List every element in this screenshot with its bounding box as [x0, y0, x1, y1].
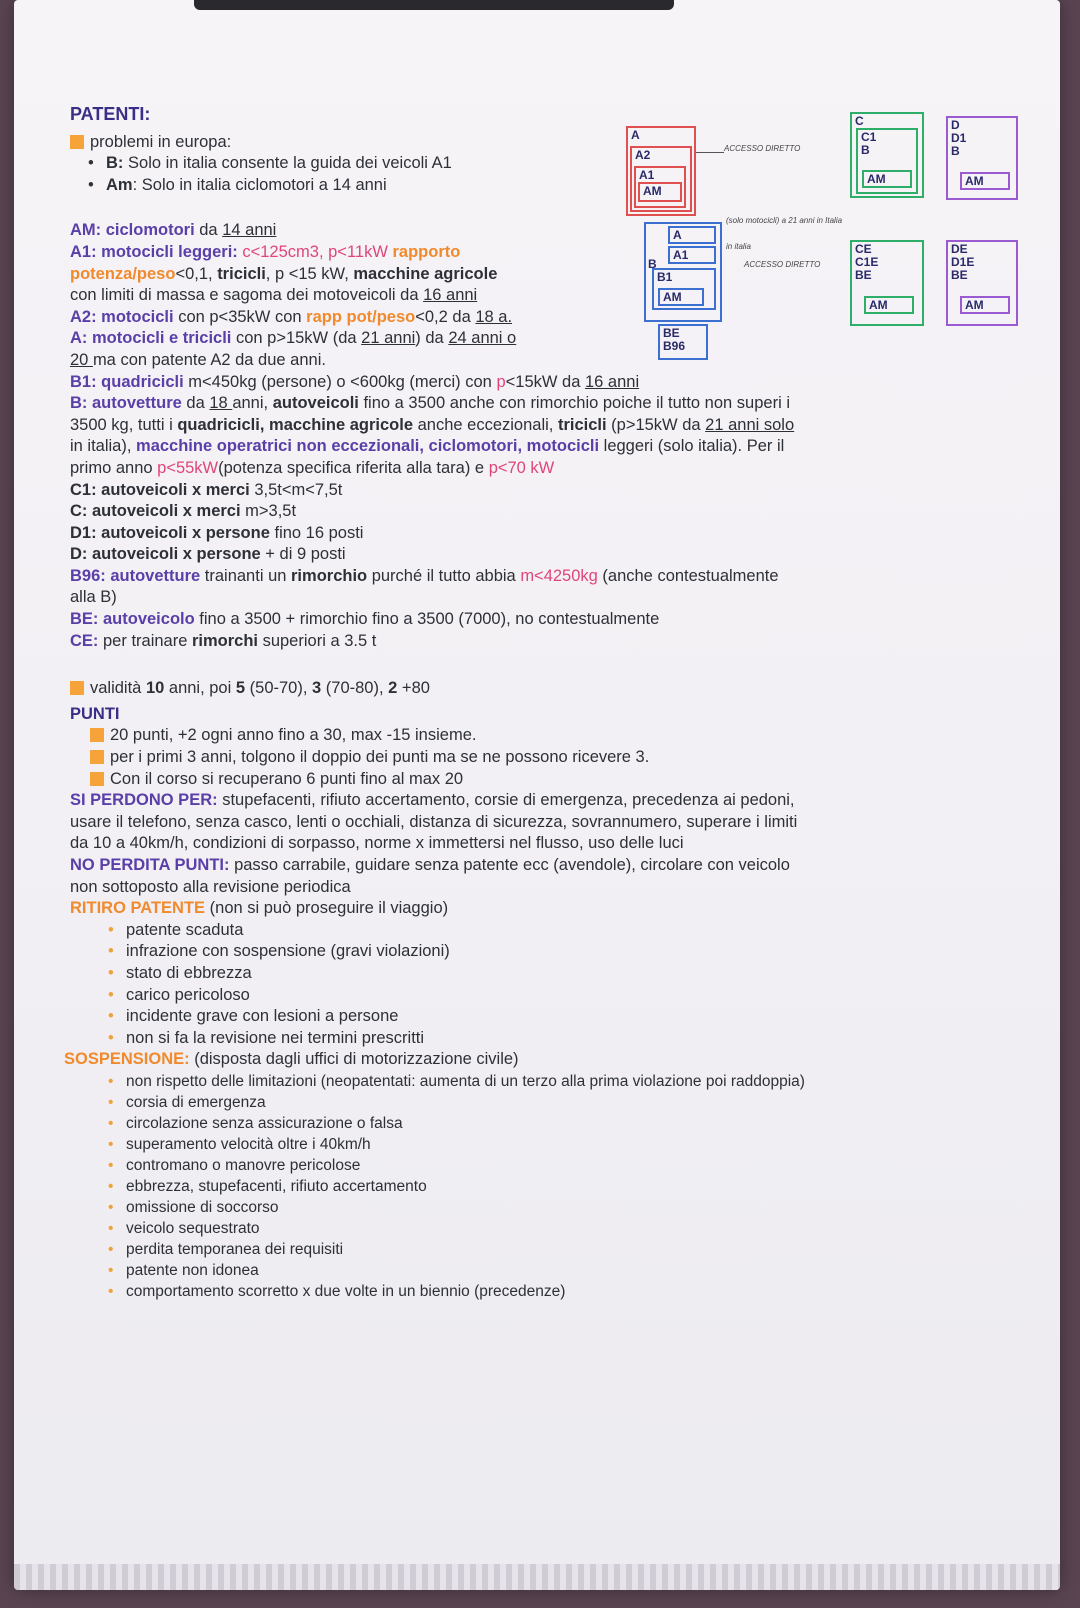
- t: 16 anni: [423, 286, 478, 305]
- box-d1-label: D1: [951, 131, 967, 145]
- box-d-b-label: B: [951, 144, 960, 158]
- t: da 10 a 40km/h, condizioni di sorpasso, norme x immettersi nel flusso, uso delle luci: [70, 834, 684, 853]
- list-item: • superamento velocità oltre i 40km/h: [126, 1134, 1010, 1155]
- t: SOSPENSIONE:: [64, 1050, 190, 1069]
- punti-item: [70, 769, 1010, 791]
- box-d1e-label: D1E: [951, 255, 975, 269]
- t: superiori a 3.5 t: [258, 631, 377, 650]
- t: p<55kW: [157, 458, 219, 477]
- t: ma con patente A2 da due anni.: [92, 350, 326, 369]
- box-a1-label: A1: [639, 168, 655, 182]
- t: A2: motocicli: [70, 307, 174, 326]
- t: 21 anni solo: [705, 415, 795, 434]
- t: C: autoveicoli x merci: [70, 502, 241, 521]
- t: per trainare: [98, 631, 192, 650]
- line-b-3: [70, 436, 1010, 458]
- top-clip: [194, 0, 674, 10]
- t: purché il tutto abbia: [367, 566, 521, 585]
- list-item: • comportamento scorretto x due volte in un biennio (precedenze): [126, 1281, 1010, 1302]
- box-c1e-label: C1E: [855, 255, 879, 269]
- t: D: autoveicoli x persone: [70, 545, 261, 564]
- line-a2: [70, 307, 1010, 329]
- notes-content: [64, 104, 1010, 1302]
- punti-title: PUNTI: [70, 704, 120, 723]
- t: p<70 kW: [488, 458, 555, 477]
- list-item: [106, 153, 1010, 175]
- line-ce: [70, 631, 1010, 653]
- list-item: • omissione di soccorso: [126, 1197, 1010, 1218]
- t: p<11kW: [323, 242, 388, 261]
- list-item: [106, 175, 1010, 197]
- t: fino a 3500 anche con rimorchio poiche il tutto non superi i: [358, 394, 790, 413]
- access-label-1: ACCESSO DIRETTO: [724, 144, 801, 153]
- t: in italia),: [70, 437, 137, 456]
- noperdita-line-2: [70, 877, 1010, 899]
- line-a: [70, 328, 1010, 350]
- t: macchine operatrici non eccezionali, ciclomotori, motocicli: [136, 437, 600, 456]
- t: (anche contestualmente: [597, 566, 779, 585]
- line-b96-b: [70, 587, 1010, 609]
- noperdita-line: [70, 855, 1010, 877]
- box-a-small-label: A: [673, 228, 682, 242]
- orange-square-icon: [70, 135, 84, 149]
- box-am-de-label: AM: [965, 298, 984, 312]
- t: fino 16 posti: [269, 523, 364, 542]
- t: 20 punti, +2 ogni anno fino a 30, max -15 insieme.: [110, 726, 477, 745]
- line-b: [70, 393, 1010, 415]
- t: 18 a.: [475, 307, 513, 326]
- orange-square-icon: [90, 750, 104, 764]
- t: + di 9 posti: [260, 545, 346, 564]
- list-item: • non si fa la revisione nei termini prescritti: [126, 1028, 1010, 1050]
- t: leggeri (solo italia). Per il: [599, 437, 785, 456]
- line-c1: [70, 480, 1010, 502]
- t: 3: [312, 679, 322, 698]
- t: primo anno: [70, 458, 158, 477]
- t: A1: motocicli leggeri:: [70, 242, 238, 261]
- box-a2-label: A2: [635, 148, 651, 162]
- punti-item: [70, 725, 1010, 747]
- t: (70-80),: [321, 679, 389, 698]
- list-item: • incidente grave con lesioni a persone: [126, 1006, 1010, 1028]
- t: (p>15kW da: [606, 415, 706, 434]
- box-c1-b-label: B: [861, 143, 870, 157]
- box-b96-label: B96: [663, 339, 686, 353]
- t: con p>15kW (da: [231, 329, 362, 348]
- t: D1: autoveicoli x persone: [70, 523, 270, 542]
- t: m<450kg (persone) o <600kg (merci) con: [183, 372, 497, 391]
- box-de-be-label: BE: [951, 268, 968, 282]
- t: m>3,5t: [240, 502, 297, 521]
- line-a1-b: [70, 264, 1010, 286]
- box-am-a-label: AM: [643, 184, 662, 198]
- box-ce-be-label: BE: [855, 268, 872, 282]
- orange-square-icon: [70, 681, 84, 695]
- t: alla B): [70, 588, 117, 607]
- box-am-ce-label: AM: [869, 298, 888, 312]
- t: con limiti di massa e sagoma dei motoveicoli da: [70, 286, 424, 305]
- t: SI PERDONO PER:: [70, 791, 218, 810]
- list-item: • non rispetto delle limitazioni (neopatentati: aumenta di un terzo alla prima violazione poi raddoppia): [126, 1071, 1010, 1092]
- t: 2: [388, 679, 398, 698]
- sospensione-list: [70, 1071, 1010, 1302]
- sospensione-heading: [64, 1049, 1010, 1071]
- access-label-2: ACCESSO DIRETTO: [744, 260, 821, 269]
- box-de-label: DE: [951, 242, 968, 256]
- t: 10: [145, 679, 165, 698]
- t: c<125cm3,: [237, 242, 324, 261]
- perdono-line: [70, 790, 1010, 812]
- box-be-label: BE: [663, 326, 680, 340]
- europe-intro: [70, 132, 1010, 154]
- sheet-binding-edge: [14, 1564, 1060, 1590]
- line-c: [70, 501, 1010, 523]
- box-am-b-label: AM: [663, 290, 682, 304]
- t: C1: autoveicoli x merci: [70, 480, 250, 499]
- list-item: • contromano o manovre pericolose: [126, 1155, 1010, 1176]
- t: autoveicoli: [272, 394, 359, 413]
- list-item: • perdita temporanea dei requisiti: [126, 1239, 1010, 1260]
- note-label-2: in italia: [726, 242, 751, 251]
- t: 5: [235, 679, 246, 698]
- europe-intro-text: problemi in europa:: [90, 132, 232, 151]
- t: 14 anni: [222, 221, 277, 240]
- list-item: • patente non idonea: [126, 1260, 1010, 1281]
- line-d1: [70, 523, 1010, 545]
- t: 16 anni: [584, 372, 640, 391]
- t: 21 anni: [361, 329, 416, 348]
- list-item: • infrazione con sospensione (gravi violazioni): [126, 941, 1010, 963]
- perdono-line-3: [70, 833, 1010, 855]
- t: passo carrabile, guidare senza patente ecc (avendole), circolare con veicolo: [229, 856, 790, 874]
- box-am-c-label: AM: [867, 172, 886, 186]
- t: stupefacenti, rifiuto accertamento, corsie di emergenza, precedenza ai pedoni,: [217, 791, 795, 810]
- list-item: • ebbrezza, stupefacenti, rifiuto accertamento: [126, 1176, 1010, 1197]
- t: A: motocicli e tricicli: [70, 329, 232, 348]
- box-c1-label: C1: [861, 130, 877, 144]
- t: rimorchi: [191, 631, 258, 650]
- ritiro-list: [70, 920, 1010, 1050]
- box-a1-small-label: A1: [673, 248, 689, 262]
- t: B96: autovetture: [70, 566, 201, 585]
- t: p: [496, 372, 506, 391]
- t: <0,2 da: [415, 307, 476, 326]
- t: rapporto: [387, 242, 461, 261]
- t: con p<35kW con: [173, 307, 307, 326]
- t: anche eccezionali,: [413, 415, 558, 434]
- t: tricicli: [217, 264, 266, 283]
- item-text: : Solo in italia ciclomotori a 14 anni: [132, 175, 387, 194]
- line-d: [70, 544, 1010, 566]
- item-text: Solo in italia consente la guida dei veicoli A1: [123, 154, 452, 173]
- t: +80: [397, 679, 430, 698]
- line-b96: [70, 566, 1010, 588]
- t: AM: ciclomotori: [70, 221, 195, 240]
- t: non sottoposto alla revisione periodica: [70, 877, 351, 896]
- t: 24 anni o: [448, 329, 517, 348]
- europe-list: [70, 153, 1010, 196]
- t: NO PERDITA PUNTI:: [70, 856, 230, 874]
- page-title: PATENTI:: [70, 104, 151, 124]
- t: CE:: [70, 631, 99, 650]
- line-b-2: [70, 415, 1010, 437]
- perdono-line-2: [70, 812, 1010, 834]
- t: 3,5t<m<7,5t: [249, 480, 343, 499]
- t: da: [181, 394, 210, 413]
- t: validità: [90, 679, 146, 698]
- line-am: [70, 220, 1010, 242]
- t: 3500 kg, tutti i: [70, 415, 178, 434]
- t: ) da: [415, 329, 449, 348]
- t: trainanti un: [200, 566, 292, 585]
- t: fino a 3500 + rimorchio fino a 3500 (7000), no contestualmente: [194, 610, 660, 629]
- t: <15kW da: [505, 372, 585, 391]
- t: (50-70),: [245, 679, 313, 698]
- list-item: • corsia di emergenza: [126, 1092, 1010, 1113]
- box-d-label: D: [951, 118, 960, 132]
- t: rapp pot/peso: [306, 307, 416, 326]
- item-key: Am: [106, 175, 133, 194]
- line-a1-c: [70, 285, 1010, 307]
- box-b-label: B: [648, 257, 657, 271]
- t: B: autovetture: [70, 394, 182, 413]
- t: usare il telefono, senza casco, lenti o occhiali, distanza di sicurezza, sovrannumero, superare i limiti: [70, 812, 798, 831]
- line-a1: [70, 242, 1010, 264]
- t: m<4250kg: [520, 566, 598, 585]
- box-am-d-label: AM: [965, 174, 984, 188]
- line-a-b: [70, 350, 1010, 372]
- list-item: • carico pericoloso: [126, 985, 1010, 1007]
- t: (disposta dagli uffici di motorizzazione civile): [189, 1050, 519, 1069]
- line-b1: [70, 372, 1010, 394]
- t: quadricicli, macchine agricole: [177, 415, 414, 434]
- box-b1-label: B1: [657, 270, 673, 284]
- t: potenza/peso: [70, 264, 176, 283]
- notebook-page: [14, 0, 1060, 1590]
- t: macchine agricole: [353, 264, 498, 283]
- t: (potenza specifica riferita alla tara) e: [218, 458, 489, 477]
- box-ce-label: CE: [855, 242, 872, 256]
- t: anni, poi: [164, 679, 236, 698]
- validity-line: [70, 678, 1010, 700]
- box-a-label: A: [631, 128, 640, 142]
- orange-square-icon: [90, 772, 104, 786]
- line-b-4: [70, 458, 1010, 480]
- line-be: [70, 609, 1010, 631]
- t: BE: autoveicolo: [70, 610, 195, 629]
- punti-item: [70, 747, 1010, 769]
- t: RITIRO PATENTE: [70, 899, 206, 918]
- list-item: • patente scaduta: [126, 920, 1010, 942]
- t: 18: [209, 394, 233, 413]
- item-key: B:: [106, 154, 124, 173]
- t: rimorchio: [291, 566, 368, 585]
- t: B1: quadricicli: [70, 372, 184, 391]
- t: da: [194, 221, 223, 240]
- t: tricicli: [557, 415, 607, 434]
- box-c-label: C: [855, 114, 864, 128]
- t: per i primi 3 anni, tolgono il doppio dei punti ma se ne possono ricevere 3.: [110, 748, 650, 767]
- t: , p <15 kW,: [265, 264, 354, 283]
- t: Con il corso si recuperano 6 punti fino al max 20: [110, 769, 464, 788]
- orange-square-icon: [90, 728, 104, 742]
- list-item: • stato di ebbrezza: [126, 963, 1010, 985]
- t: 20: [70, 350, 93, 369]
- list-item: • veicolo sequestrato: [126, 1218, 1010, 1239]
- t: <0,1,: [175, 264, 218, 283]
- t: anni,: [232, 394, 273, 413]
- t: (non si può proseguire il viaggio): [205, 899, 449, 918]
- ritiro-heading: [70, 898, 1010, 920]
- note-label-1: (solo motocicli) a 21 anni in Italia: [726, 216, 843, 225]
- list-item: • circolazione senza assicurazione o falsa: [126, 1113, 1010, 1134]
